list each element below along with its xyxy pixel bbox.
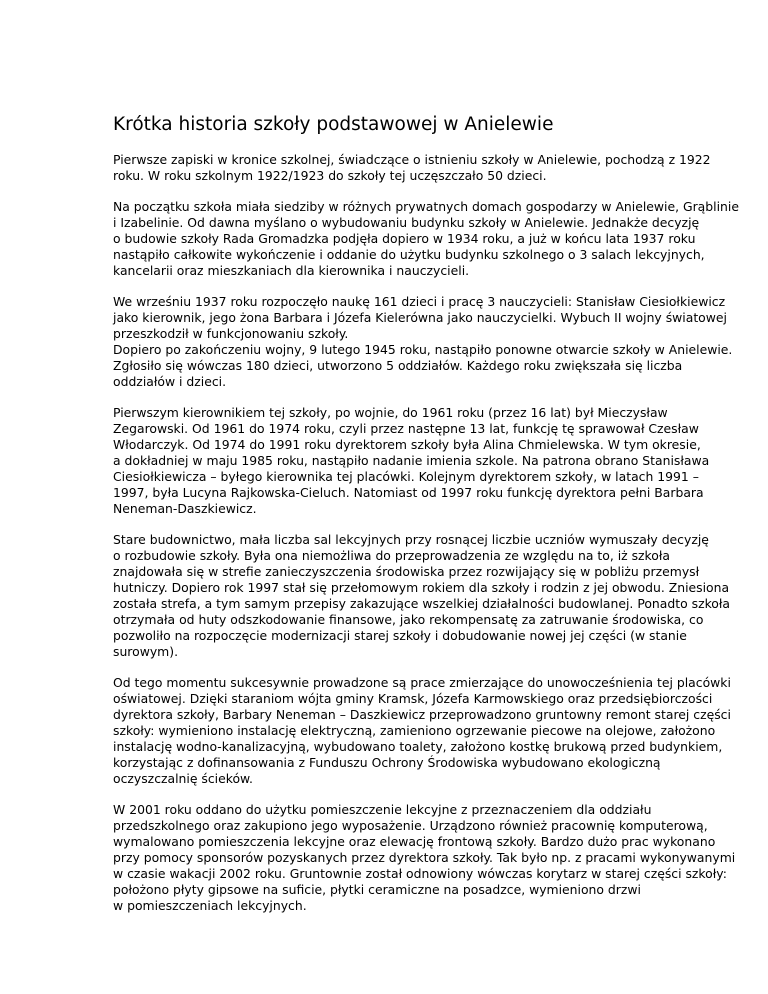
paragraph-line: hutniczy. Dopiero rok 1997 stał się przełomowym rokiem dla szkoły i rodzin z jej obwodu. Zniesiona <box>113 580 730 595</box>
paragraph <box>113 675 731 787</box>
paragraph-line: a dokładniej w maju 1985 roku, nastąpiło nadanie imienia szkole. Na patrona obrano Stanisława <box>113 453 710 468</box>
paragraph-line: Zgłosiło się wówczas 180 dzieci, utworzono 5 oddziałów. Każdego roku zwiększała się liczba <box>113 358 683 373</box>
paragraph-line: o rozbudowie szkoły. Była ona niemożliwa do przeprowadzenia ze względu na to, iż szkoła <box>113 548 670 563</box>
paragraph-line: oddziałów i dzieci. <box>113 374 227 389</box>
paragraph-line: W 2001 roku oddano do użytku pomieszczenie lekcyjne z przeznaczeniem dla oddziału <box>113 802 652 817</box>
paragraph-line: wymalowano pomieszczenia lekcyjne oraz elewację frontową szkoły. Bardzo dużo prac wykonano <box>113 834 716 849</box>
paragraph-line: przedszkolnego oraz zakupiono jego wyposażenie. Urządzono również pracownię komputerową, <box>113 818 708 833</box>
paragraph-line: i Izabelinie. Od dawna myślano o wybudowaniu budynku szkoły w Anielewie. Jednakże decyzję <box>113 215 700 230</box>
paragraph-line: otrzymała od huty odszkodowanie finansowe, jako rekompensatę za zatruwanie środowiska, co <box>113 612 704 627</box>
paragraph-line: instalację wodno-kanalizacyjną, wybudowano toalety, założono kostkę brukową przed budynkiem, <box>113 739 723 754</box>
paragraph-line: Zegarowski. Od 1961 do 1974 roku, czyli przez następne 13 lat, funkcję tę sprawował Czesław <box>113 421 699 436</box>
paragraph <box>113 802 736 914</box>
paragraph-line: Od tego momentu sukcesywnie prowadzone są prace zmierzające do unowocześnienia tej placówki <box>113 675 731 690</box>
paragraph-line: roku. W roku szkolnym 1922/1923 do szkoły tej uczęszczało 50 dzieci. <box>113 168 547 183</box>
paragraph-line: w czasie wakacji 2002 roku. Gruntownie został odnowiony wówczas korytarz w starej części szkoły: <box>113 866 727 881</box>
paragraph-line: nastąpiło całkowite wykończenie i oddanie do użytku budynku szkolnego o 3 salach lekcyjnych, <box>113 247 705 262</box>
paragraph-line: 1997, była Lucyna Rajkowska-Cieluch. Natomiast od 1997 roku funkcję dyrektora pełni Barbara <box>113 485 704 500</box>
paragraph-line: jako kierownik, jego żona Barbara i Józefa Kielerówna jako nauczycielki. Wybuch II wojny światowej <box>113 310 727 325</box>
paragraph-line: We wrześniu 1937 roku rozpoczęło naukę 161 dzieci i pracę 3 nauczycieli: Stanisław Ciesiołkiewicz <box>113 294 726 309</box>
paragraph-line: Pierwszym kierownikiem tej szkoły, po wojnie, do 1961 roku (przez 16 lat) był Mieczysław <box>113 405 668 420</box>
paragraph-line: o budowie szkoły Rada Gromadzka podjęła dopiero w 1934 roku, a już w końcu lata 1937 roku <box>113 231 696 246</box>
document-title: Krótka historia szkoły podstawowej w Anielewie <box>113 114 554 135</box>
paragraph-line: została strefa, a tym samym przepisy zakazujące wszelkiej działalności budowlanej. Ponadto szkoła <box>113 596 731 611</box>
paragraph-line: Neneman-Daszkiewicz. <box>113 501 257 516</box>
paragraph-line: oświatowej. Dzięki staraniom wójta gminy Kramsk, Józefa Karmowskiego oraz przedsiębiorczości <box>113 691 713 706</box>
paragraph-line: oczyszczalnię ścieków. <box>113 771 253 786</box>
paragraph <box>113 294 733 390</box>
paragraph-line: Stare budownictwo, mała liczba sal lekcyjnych przy rosnącej liczbie uczniów wymuszały decyzję <box>113 532 709 547</box>
paragraph-line: znajdowała się w strefie zanieczyszczenia środowiska przez rozwijający się w pobliżu przemysł <box>113 564 700 579</box>
paragraph-line: pozwoliło na rozpoczęcie modernizacji starej szkoły i dobudowanie nowej jej części (w stanie <box>113 628 687 643</box>
paragraph-line: dyrektora szkoły, Barbary Neneman – Daszkiewicz przeprowadzono gruntowny remont starej części <box>113 707 731 722</box>
paragraph-line: Ciesiołkiewicza – byłego kierownika tej placówki. Kolejnym dyrektorem szkoły, w latach 1991 – <box>113 469 699 484</box>
document-page <box>113 113 739 929</box>
paragraph-line: przy pomocy sponsorów pozyskanych przez dyrektora szkoły. Tak było np. z pracami wykonywanymi <box>113 850 736 865</box>
paragraph-line: szkoły: wymieniono instalację elektryczną, zamieniono ogrzewanie piecowe na olejowe, założono <box>113 723 716 738</box>
paragraph <box>113 152 723 184</box>
paragraph-line: Włodarczyk. Od 1974 do 1991 roku dyrektorem szkoły była Alina Chmielewska. W tym okresie, <box>113 437 701 452</box>
paragraph-line: przeszkodził w funkcjonowaniu szkoły. <box>113 326 349 341</box>
paragraph-line: Na początku szkoła miała siedziby w różnych prywatnych domach gospodarzy w Anielewie, Grąblinie <box>113 199 739 214</box>
paragraph-line: korzystając z dofinansowania z Funduszu Ochrony Środowiska wybudowano ekologiczną <box>113 755 661 770</box>
paragraph <box>113 199 739 279</box>
paragraph-line: Pierwsze zapiski w kronice szkolnej, świadczące o istnieniu szkoły w Anielewie, pochodzą z 1922 <box>113 152 711 167</box>
paragraph <box>113 405 723 517</box>
paragraph-line: surowym). <box>113 644 179 659</box>
paragraph-line: Dopiero po zakończeniu wojny, 9 lutego 1945 roku, nastąpiło ponowne otwarcie szkoły w Anielewie. <box>113 342 733 357</box>
document-body <box>113 152 739 914</box>
paragraph-line: kancelarii oraz mieszkaniach dla kierownika i nauczycieli. <box>113 263 470 278</box>
paragraph-line: w pomieszczeniach lekcyjnych. <box>113 898 307 913</box>
paragraph-line: położono płyty gipsowe na suficie, płytki ceramiczne na posadzce, wymieniono drzwi <box>113 882 641 897</box>
paragraph <box>113 532 731 660</box>
